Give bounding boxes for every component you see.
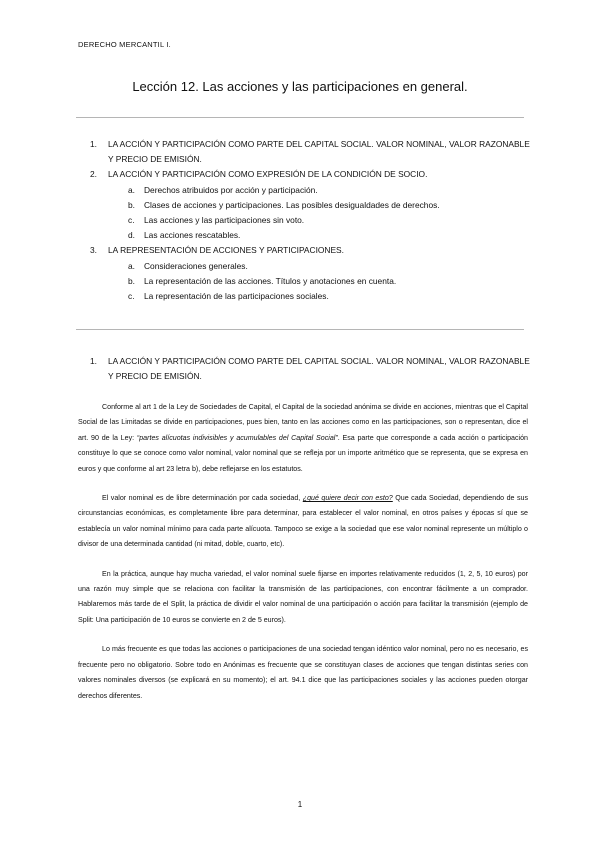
paragraph: En la práctica, aunque hay mucha variedad, el valor nominal suele fijarse en importes relativamente reducidos (1, 2, 5, 10 euros) por una razón muy simple que se relaciona con facilitar la transmisión de las participaciones, con encontrar fácilmente a un comprador. Hablaremos más tarde de el Split, la práctica de dividir el valor nominal de una participación o acción para facilitar la transmisión (ejemplo de Split: Una participación de 10 euros se convierte en 2 de 5 euros). [78, 569, 528, 624]
toc-subitem [90, 213, 530, 228]
bottom-divider [76, 329, 524, 330]
toc-subitem [90, 274, 530, 289]
toc-number: 1. [90, 139, 97, 149]
paragraph [78, 400, 528, 477]
toc-subitem [90, 183, 530, 198]
toc-letter: a. [128, 260, 135, 271]
toc-subtext: Las acciones rescatables. [144, 230, 241, 241]
toc-text: LA REPRESENTACIÓN DE ACCIONES Y PARTICIPACIONES. [108, 245, 344, 256]
legal-quote: “partes alícuotas indivisibles y acumulables del Capital Social” [136, 433, 338, 442]
toc-letter: c. [128, 291, 135, 302]
toc-subtext: La representación de las acciones. Títulos y anotaciones en cuenta. [144, 275, 397, 286]
body-text [78, 400, 528, 718]
toc-item [90, 243, 530, 258]
toc-item [90, 137, 530, 167]
toc-letter: c. [128, 215, 135, 226]
toc-subtext: Clases de acciones y participaciones. Las posibles desigualdades de derechos. [144, 199, 440, 210]
toc-subtext: Derechos atribuidos por acción y participación. [144, 184, 318, 195]
toc-item [90, 167, 530, 182]
running-header: DERECHO MERCANTIL I. [78, 40, 171, 49]
toc-subtext: Las acciones y las participaciones sin voto. [144, 215, 305, 226]
toc-number: 2. [90, 169, 97, 180]
toc-number: 3. [90, 245, 97, 256]
paragraph: Lo más frecuente es que todas las acciones o participaciones de una sociedad tengan idéntico valor nominal, pero no es necesario, es frecuente pero no obligatorio. Sobre todo en Anónimas es frecuente que se constituyan clases de acciones que tengan distintas series con valores nominales diversos (se explicará en su momento); el art. 94.1 dice que las participaciones sociales y las acciones pueden otorgar derechos diferentes. [78, 645, 528, 700]
toc-letter: b. [128, 199, 135, 210]
paragraph [78, 491, 528, 553]
paragraph-text: Que cada Sociedad, dependiendo de sus circunstancias económicas, es completamente libre para determinar, para establecer el valor nominal, en otros países y épocas sí que se establecía un valor nominal mínimo para cada parte alícuota. Tampoco se exige a la sociedad que ese valor nominal represente un múltiplo o divisor de una determinada cantidad (ni mitad, doble, cuarto, etc). [78, 494, 528, 549]
question-link[interactable]: ¿qué quiere decir con esto? [302, 494, 393, 503]
paragraph-text: Conforme al art 1 de la Ley de Sociedades de Capital, el Capital de la sociedad anónima se divide en acciones, mientras que el Capital Social de las Limitadas se divide en participaciones, pues bien, tanto en las acciones como en las participaciones, son o representan, dice el art. 90 de la Ley: [78, 403, 528, 442]
toc-text: LA ACCIÓN Y PARTICIPACIÓN COMO PARTE DEL CAPITAL SOCIAL. VALOR NOMINAL, VALOR RAZONABLE Y PRECIO DE EMISIÓN. [108, 139, 530, 165]
toc-subitem [90, 289, 530, 304]
toc-subtext: Consideraciones generales. [144, 260, 248, 271]
page-number: 1 [297, 800, 303, 809]
toc-letter: a. [128, 184, 135, 195]
paragraph-text: El valor nominal es de libre determinación por cada sociedad, [102, 494, 303, 503]
section-title: LA ACCIÓN Y PARTICIPACIÓN COMO PARTE DEL CAPITAL SOCIAL. VALOR NOMINAL, VALOR RAZONABLE Y PRECIO DE EMISIÓN. [108, 356, 530, 382]
toc-subitem [90, 228, 530, 243]
section-number: 1. [90, 356, 97, 366]
toc-text: LA ACCIÓN Y PARTICIPACIÓN COMO EXPRESIÓN DE LA CONDICIÓN DE SOCIO. [108, 169, 428, 180]
lesson-title: Lección 12. Las acciones y las participaciones en general. [132, 79, 468, 94]
top-divider [76, 117, 524, 118]
toc-subtext: La representación de las participaciones sociales. [144, 291, 329, 302]
table-of-contents [90, 137, 530, 304]
toc-letter: b. [128, 275, 135, 286]
section-heading [90, 354, 530, 384]
toc-subitem [90, 198, 530, 213]
toc-subitem [90, 259, 530, 274]
paragraph-text: . Esa parte que corresponde a cada acción o participación constituye lo que se conoce como valor nominal, valor nominal que se refleja por un importe aritmético que se representa, que se expresa en euros y que conforme al art 23 letra b), debe reflejarse en los estatutos. [78, 433, 528, 473]
toc-letter: d. [128, 230, 135, 241]
